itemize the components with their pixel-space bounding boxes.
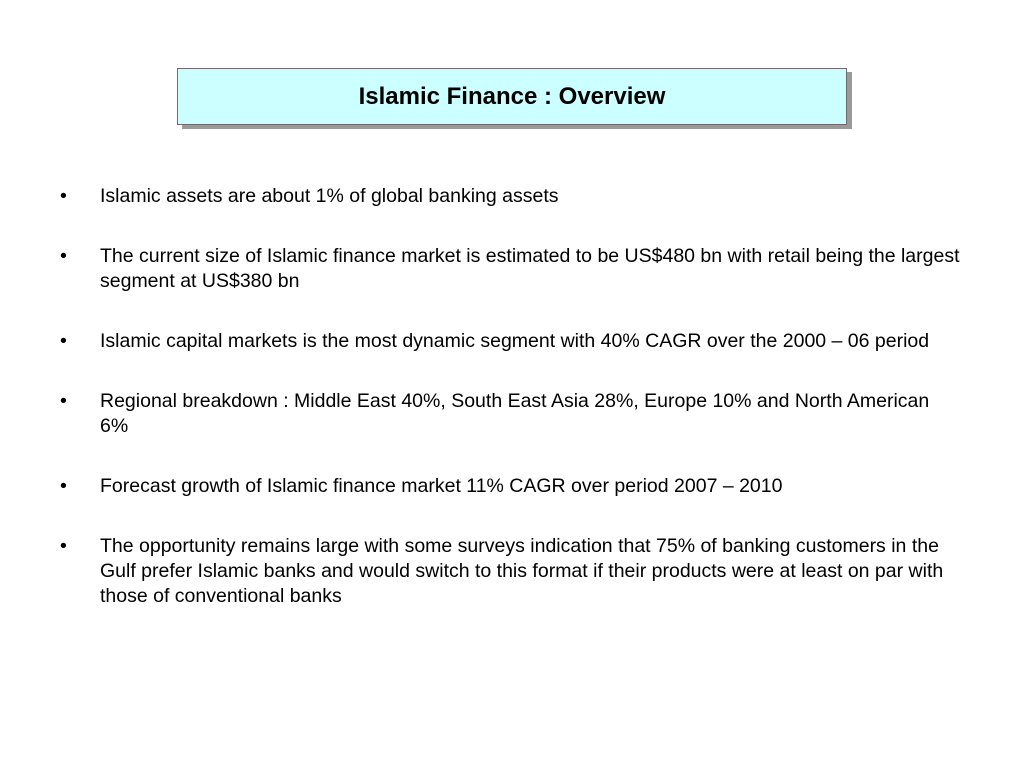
bullet-item xyxy=(60,329,960,354)
bullet-marker: • xyxy=(60,185,67,207)
bullet-item xyxy=(60,184,960,209)
bullet-item xyxy=(60,474,960,499)
bullet-text: Forecast growth of Islamic finance market 11% CAGR over period 2007 – 2010 xyxy=(100,475,783,497)
bullet-item xyxy=(60,534,960,609)
bullet-text: Islamic assets are about 1% of global banking assets xyxy=(100,185,559,207)
bullet-list xyxy=(60,184,960,644)
bullet-text: Regional breakdown : Middle East 40%, South East Asia 28%, Europe 10% and North American 6% xyxy=(100,390,930,437)
bullet-marker: • xyxy=(60,245,67,267)
bullet-marker: • xyxy=(60,390,67,412)
bullet-marker: • xyxy=(60,475,67,497)
title-box xyxy=(177,68,847,125)
bullet-marker: • xyxy=(60,535,67,557)
bullet-item xyxy=(60,244,960,294)
slide-title: Islamic Finance : Overview xyxy=(358,82,666,110)
bullet-text: Islamic capital markets is the most dynamic segment with 40% CAGR over the 2000 – 06 period xyxy=(100,330,930,352)
bullet-text: The opportunity remains large with some surveys indication that 75% of banking customers in the Gulf prefer Islamic banks and would switch to this format if their products were at least on par with those of conventional banks xyxy=(100,535,944,607)
bullet-item xyxy=(60,389,960,439)
bullet-marker: • xyxy=(60,330,67,352)
bullet-text: The current size of Islamic finance market is estimated to be US$480 bn with retail being the largest segment at US$380 bn xyxy=(100,245,960,292)
